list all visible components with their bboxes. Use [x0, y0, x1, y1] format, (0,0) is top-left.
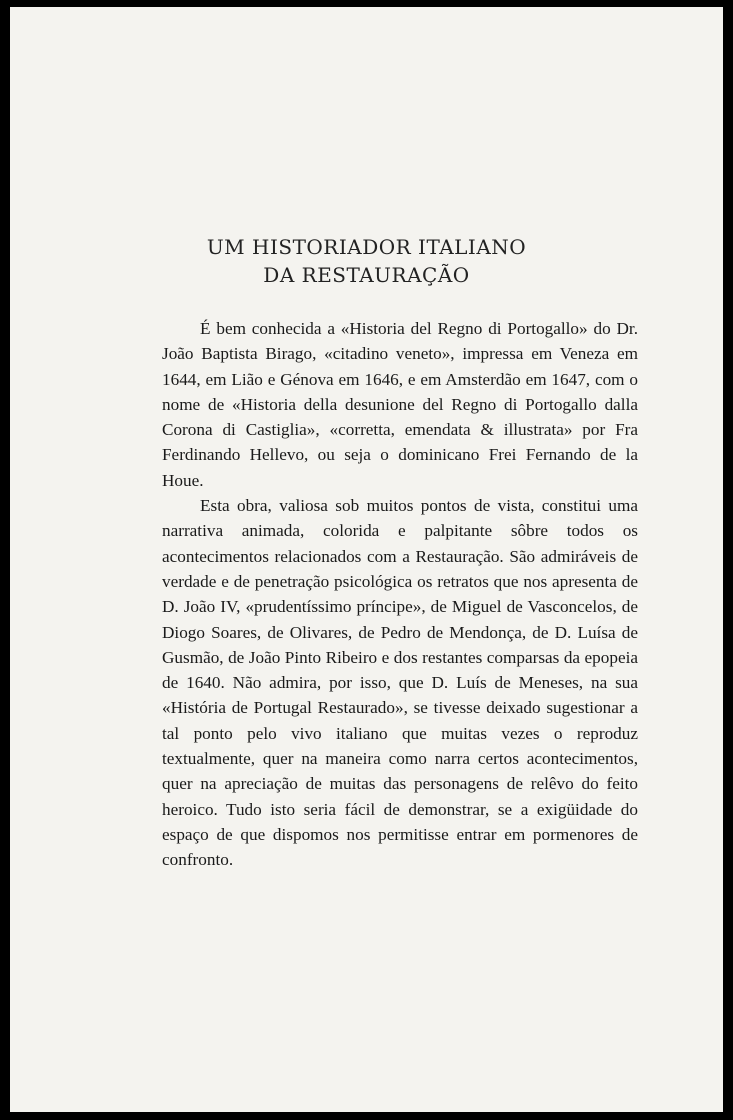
paragraph-1: É bem conhecida a «Historia del Regno di Portogallo» do Dr. João Baptista Birago, «citadino veneto», impressa em Veneza em 1644, em Lião e Génova em 1646, e em Amsterdão em 1647, com o nome de «Historia della desunione del Regno di Portogallo dalla Corona di Castiglia», «corretta, emendata & illustrata» por Fra Ferdinando Hellevo, ou seja o dominicano Frei Fernando de la Houe. — [162, 319, 638, 490]
chapter-title — [10, 233, 723, 289]
book-page — [10, 7, 723, 1112]
title-line-2: DA RESTAURAÇÃO — [263, 263, 470, 287]
title-line-1: UM HISTORIADOR ITALIANO — [206, 235, 527, 259]
paragraph-2: Esta obra, valiosa sob muitos pontos de vista, constitui uma narrativa animada, colorida e palpitante sôbre todos os acontecimentos relacionados com a Restauração. São admiráveis de verdade e de penetração psicológica os retratos que nos apresenta de D. João IV, «prudentíssimo príncipe», de Miguel de Vasconcelos, de Diogo Soares, de Olivares, de Pedro de Mendonça, de D. Luísa de Gusmão, de João Pinto Ribeiro e dos restantes comparsas da epopeia de 1640. Não admira, por isso, que D. Luís de Meneses, na sua «História de Portugal Restaurado», se tivesse deixado sugestionar a tal ponto pelo vivo italiano que muitas vezes o reproduz textualmente, quer na maneira como narra certos acontecimentos, quer na apreciação de muitas das personagens de relêvo do feito heroico. Tudo isto seria fácil de demonstrar, se a exigüidade do espaço de que dispomos nos permitisse entrar em pormenores de confronto. — [162, 496, 638, 870]
body-text — [162, 316, 638, 873]
